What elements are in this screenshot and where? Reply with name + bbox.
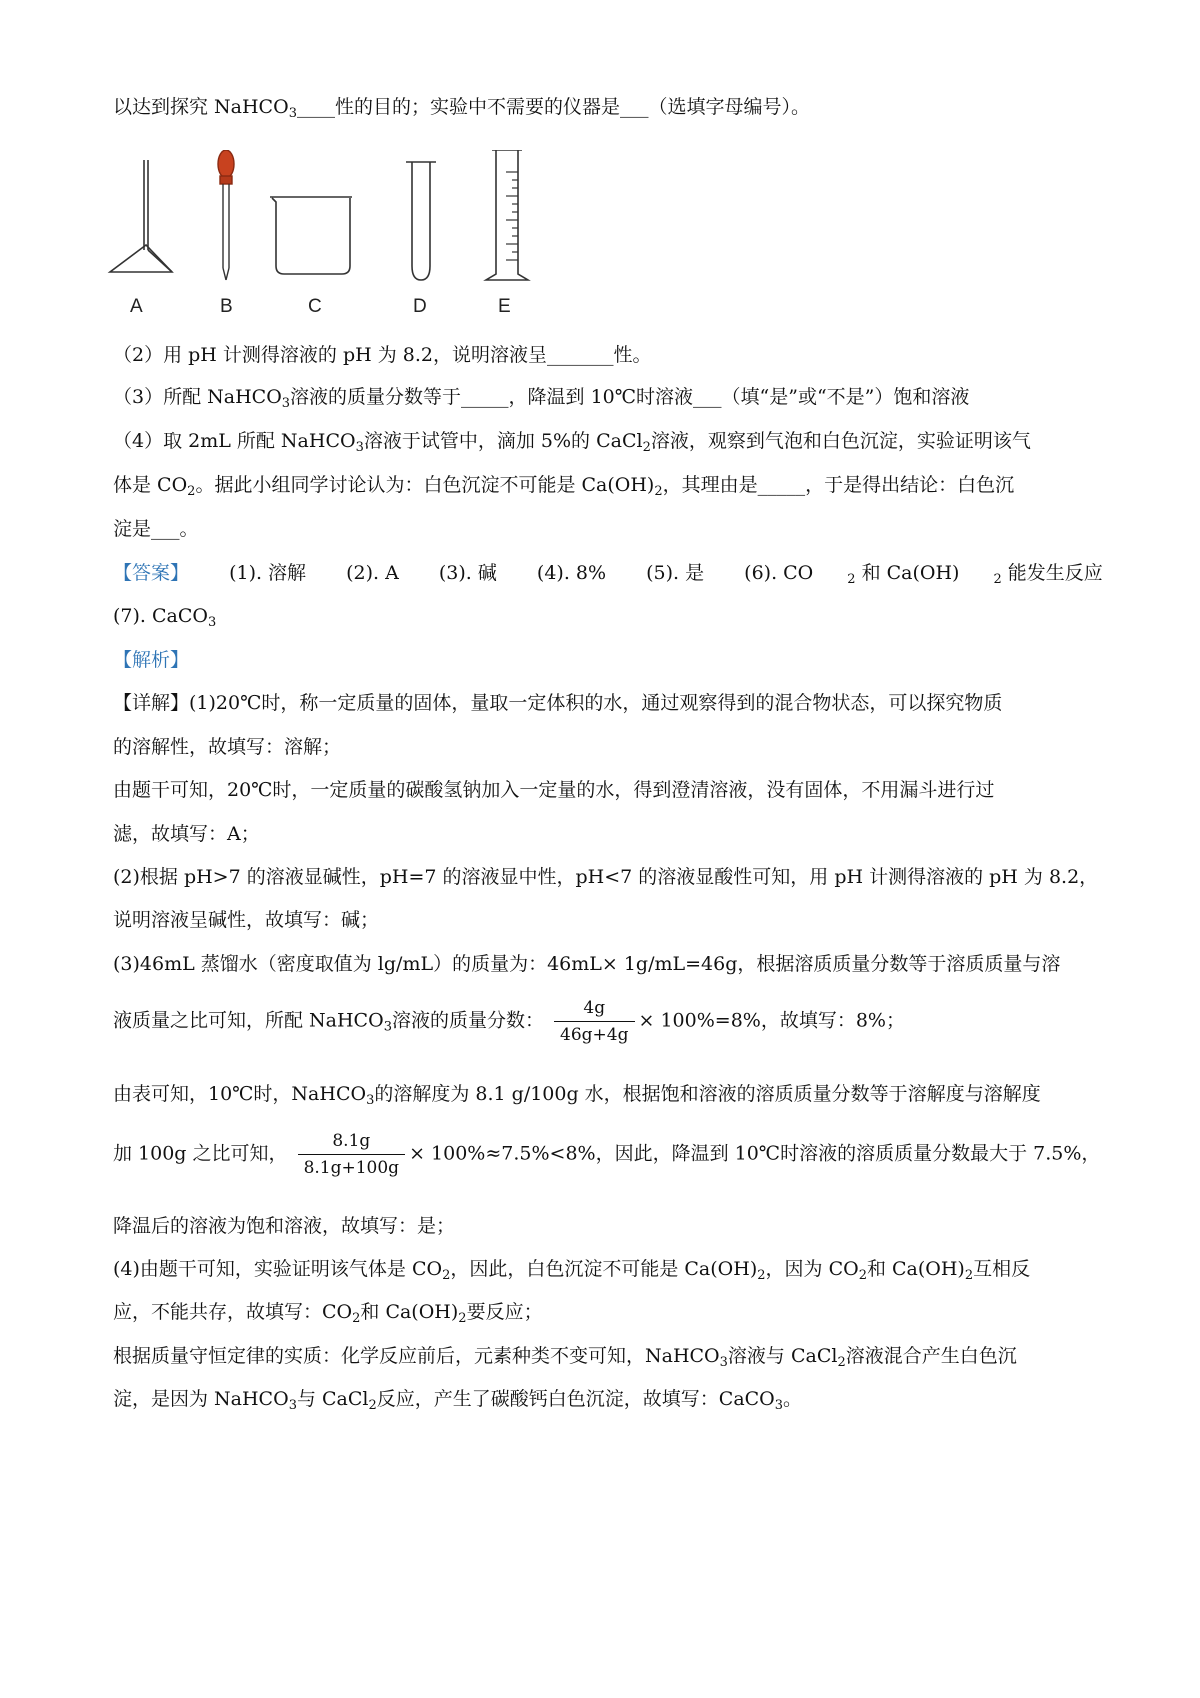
detail-line-5: (2)根据 pH>7 的溶液显碱性，pH=7 的溶液显中性，pH<7 的溶液显酸性可知，用 pH 计测得溶液的 pH 为 8.2， [113, 866, 1099, 888]
text: 溶液于试管中，滴加 5%的 CaCl [363, 430, 643, 452]
answer-item-1: (1). 溶解 [229, 562, 307, 584]
label-a: A [130, 296, 143, 317]
subscript: 3 [774, 1398, 784, 1413]
text: × 100%≈7.5%<8%，因此，降温到 10℃时溶液的溶质质量分数最大于 7.5%， [409, 1142, 1101, 1165]
detail-line-3: 由题干可知，20℃时，一定质量的碳酸氢钠加入一定量的水，得到澄清溶液，没有固体，不用漏斗进行过 [113, 779, 995, 801]
text: 的溶解度为 8.1 g/100g 水，根据饱和溶液的溶质质量分数等于溶解度与溶解度 [374, 1083, 1041, 1105]
text: 加 100g 之比可知， [113, 1142, 288, 1165]
text: 反应，产生了碳酸钙白色沉淀，故填写：CaCO [376, 1388, 775, 1410]
subscript: 2 [837, 1355, 846, 1370]
fraction-mass [554, 998, 634, 1045]
fraction-denominator: 46g+4g [560, 1025, 629, 1045]
apparatus-figure [100, 150, 570, 350]
detail-line-14 [113, 1343, 1017, 1369]
subscript: 3 [355, 440, 364, 455]
text: （4）取 2mL 所配 NaHCO [113, 430, 356, 452]
text: 要反应； [466, 1301, 543, 1323]
detail-line-4: 滤，故填写：A； [113, 823, 260, 845]
fraction-solubility [298, 1131, 406, 1178]
text: 应，不能共存，故填写：CO [113, 1301, 353, 1323]
text: (7). CaCO [113, 605, 208, 627]
text: 能发生反应 [1001, 562, 1103, 584]
fraction-denominator: 8.1g+100g [303, 1158, 400, 1178]
answer-item-7 [113, 603, 216, 629]
text: 由表可知，10℃时，NaHCO [113, 1083, 367, 1105]
subscript: 2 [442, 1268, 451, 1283]
fraction-numerator: 4g [554, 998, 634, 1022]
text: ，因为 CO [765, 1258, 859, 1280]
analysis-tag: 【解析】 [113, 649, 190, 671]
detail-line-2: 的溶解性，故填写：溶解； [113, 736, 342, 758]
answer-item-4: (4). 8% [536, 562, 607, 584]
label-c: C [308, 296, 322, 317]
subscript: 3 [366, 1093, 375, 1108]
text: 溶液，观察到气泡和白色沉淀，实验证明该气 [650, 430, 1031, 452]
text: × 100%=8%，故填写：8%； [638, 1009, 905, 1032]
detail-line-1 [113, 690, 1002, 716]
text: (6). CO [744, 562, 814, 584]
detail-line-7: (3)46mL 蒸馏水（密度取值为 lg/mL）的质量为：46mL× 1g/mL=46g，根据溶质质量分数等于溶质质量与溶 [113, 953, 1061, 975]
subscript: 2 [993, 572, 1002, 587]
question-4-line-1 [113, 428, 1031, 454]
test-tube-icon [406, 162, 436, 280]
subscript: 3 [288, 106, 297, 121]
funnel-icon [110, 160, 172, 272]
question-4-line-3: 淀是___。 [113, 518, 199, 540]
dropper-icon [218, 150, 234, 280]
detail-line-9 [113, 1081, 1041, 1107]
text: 与 CaCl [296, 1388, 369, 1410]
answer-line [113, 560, 1137, 586]
text: 溶液混合产生白色沉 [845, 1345, 1017, 1367]
text: ，其理由是_____，于是得出结论：白色沉 [662, 474, 1015, 496]
detail-line-13 [113, 1299, 543, 1325]
text: 互相反 [973, 1258, 1031, 1280]
subscript: 3 [207, 615, 217, 630]
text: 溶液的质量分数： [391, 1009, 544, 1032]
detail-line-12 [113, 1256, 1030, 1282]
subscript: 2 [187, 484, 196, 499]
answer-tag: 【答案】 [113, 562, 190, 584]
answer-item-3: (3). 碱 [438, 562, 497, 584]
detail-line-11: 降温后的溶液为饱和溶液，故填写：是； [113, 1215, 456, 1237]
graduated-cylinder-icon [486, 150, 528, 280]
subscript: 2 [858, 1268, 867, 1283]
text: 溶液的质量分数等于_____，降温到 10℃时溶液___（填“是”或“不是”）饱和溶液 [290, 386, 970, 408]
text: 根据质量守恒定律的实质：化学反应前后，元素种类不变可知，NaHCO [113, 1345, 720, 1367]
text: 液质量之比可知，所配 NaHCO [113, 1009, 384, 1032]
detail-line-6: 说明溶液呈碱性，故填写：碱； [113, 909, 380, 931]
text: ____性的目的；实验中不需要的仪器是___（选填字母编号）。 [296, 96, 810, 118]
detail-line-10 [113, 1131, 1100, 1178]
subscript: 3 [288, 1398, 297, 1413]
text: 体是 CO [113, 474, 188, 496]
subscript: 3 [281, 396, 291, 411]
subscript: 2 [458, 1311, 467, 1326]
text: 。 [783, 1388, 803, 1410]
answer-item-2: (2). A [346, 562, 399, 584]
subscript: 3 [383, 1019, 392, 1035]
text: 以达到探究 NaHCO [113, 96, 289, 118]
text: （3）所配 NaHCO [113, 386, 282, 408]
label-b: B [220, 296, 233, 317]
text: 溶液与 CaCl [727, 1345, 838, 1367]
text: 。据此小组同学讨论认为：白色沉淀不可能是 Ca(OH) [195, 474, 655, 496]
question-2: （2）用 pH 计测得溶液的 pH 为 8.2，说明溶液呈_______性。 [113, 344, 652, 366]
subscript: 2 [654, 484, 663, 499]
label-e: E [498, 296, 511, 317]
subscript: 2 [847, 572, 856, 587]
text: 淀，是因为 NaHCO [113, 1388, 289, 1410]
answer-item-6 [744, 562, 1137, 587]
text: (4)由题干可知，实验证明该气体是 CO [113, 1258, 443, 1280]
answer-item-5: (5). 是 [646, 562, 705, 584]
text: 和 Ca(OH) [855, 562, 960, 584]
text: 和 Ca(OH) [866, 1258, 965, 1280]
subscript: 3 [719, 1355, 728, 1370]
subscript: 2 [642, 440, 651, 455]
subscript: 2 [757, 1268, 766, 1283]
detail-tag: 【详解】 [113, 692, 190, 714]
subscript: 2 [352, 1311, 361, 1326]
apparatus-drawing [100, 150, 570, 350]
subscript: 2 [368, 1398, 377, 1413]
subscript: 2 [964, 1268, 974, 1283]
detail-line-8 [113, 998, 905, 1045]
question-1-tail [113, 94, 810, 120]
text: ，因此，白色沉淀不可能是 Ca(OH) [450, 1258, 758, 1280]
beaker-icon [270, 197, 352, 274]
question-4-line-2 [113, 472, 1014, 498]
question-3 [113, 384, 969, 410]
detail-line-15 [113, 1386, 802, 1412]
label-d: D [413, 296, 427, 317]
text: 和 Ca(OH) [360, 1301, 459, 1323]
text: (1)20℃时，称一定质量的固体，量取一定体积的水，通过观察得到的混合物状态，可以探究物质 [189, 692, 1003, 714]
fraction-numerator: 8.1g [298, 1131, 406, 1155]
